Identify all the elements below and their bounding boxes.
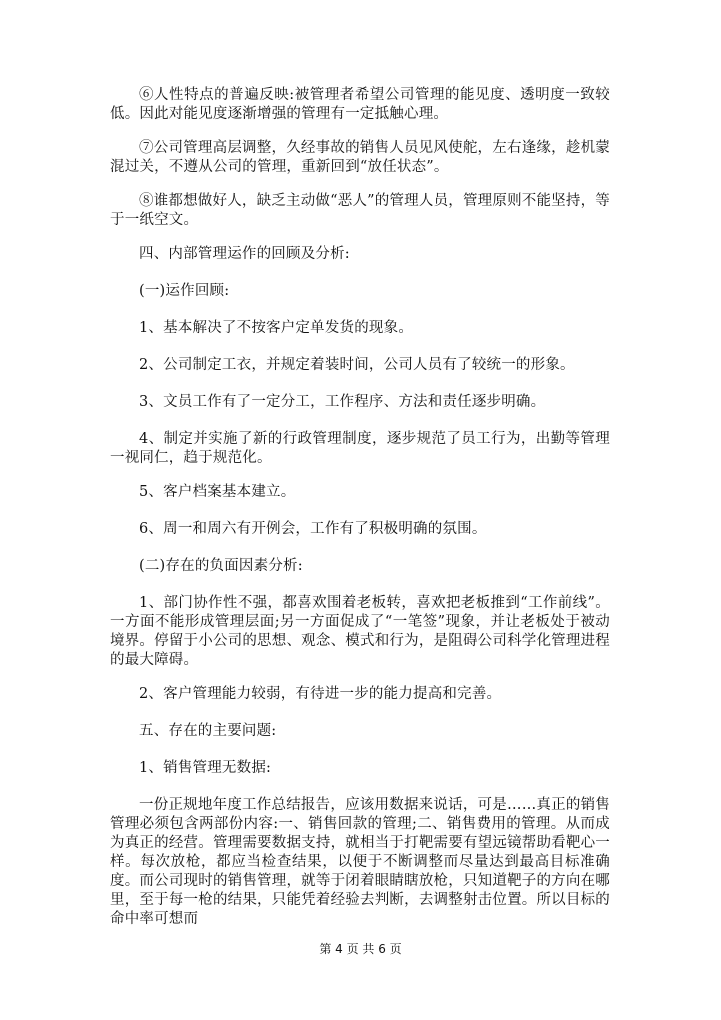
list-item-review-3: 3、文员工作有了一定分工，工作程序、方法和责任逐步明确。 — [139, 394, 546, 410]
list-item-negative-1: 1、部门协作性不强，都喜欢围着老板转，喜欢把老板推到“工作前线”。一方面不能形成管理层面;另一方面促成了“一笔签”现象，并让老板处于被动境界。停留于小公司的思想、观念、模式和行为，是阻碍公司科学化管理进程的最大障碍。 — [110, 595, 610, 668]
list-item-review-1: 1、基本解决了不按客户定单发货的现象。 — [139, 320, 414, 336]
subsection-heading-negative-factors: (二)存在的负面因素分析: — [139, 558, 303, 574]
list-item-review-2: 2、公司制定工衣，并规定着装时间，公司人员有了较统一的形象。 — [139, 357, 575, 373]
page-number-footer: 第 4 页 共 6 页 — [319, 942, 402, 956]
list-item-review-4: 4、制定并实施了新的行政管理制度，逐步规范了员工行为，出勤等管理一视同仁，趋于规范化。 — [110, 431, 610, 466]
paragraph-sales-data: 一份正规地年度工作总结报告，应该用数据来说话，可是……真正的销售管理必须包含两部份内容:一、销售回款的管理;二、销售费用的管理。从而成为真正的经营。管理需要数据支持，就相当于打靶需要有望远镜帮助看靶心一样。每次放枪，都应当检查结果，以便于不断调整而尽量达到最高目标准确度。而公司现时的销售管理，就等于闭着眼睛瞎放枪，只知道靶子的方向在哪里，至于每一枪的结果，只能凭着经验去判断，去调整射击位置。所以目标的命中率可想而 — [110, 797, 610, 927]
list-item-review-5: 5、客户档案基本建立。 — [139, 484, 296, 500]
list-item-problem-1: 1、销售管理无数据: — [139, 760, 272, 776]
section-heading-4: 四、内部管理运作的回顾及分析: — [139, 246, 350, 262]
paragraph-point-8: ⑧谁都想做好人，缺乏主动做“恶人”的管理人员，管理原则不能坚持，等于一纸空文。 — [110, 193, 610, 228]
paragraph-point-6: ⑥人性特点的普遍反映:被管理者希望公司管理的能见度、透明度一致较低。因此对能见度逐渐增强的管理有一定抵触心理。 — [110, 87, 610, 122]
list-item-review-6: 6、周一和周六有开例会，工作有了积极明确的氛围。 — [139, 521, 487, 537]
paragraph-point-7: ⑦公司管理高层调整，久经事故的销售人员见风使舵，左右逢缘，趁机蒙混过关，不遵从公司的管理，重新回到“放任状态”。 — [110, 140, 610, 175]
list-item-negative-2: 2、客户管理能力较弱，有待进一步的能力提高和完善。 — [139, 686, 502, 702]
section-heading-5: 五、存在的主要问题: — [139, 723, 277, 739]
document-body — [110, 86, 610, 944]
subsection-heading-operation-review: (一)运作回顾: — [139, 283, 230, 299]
